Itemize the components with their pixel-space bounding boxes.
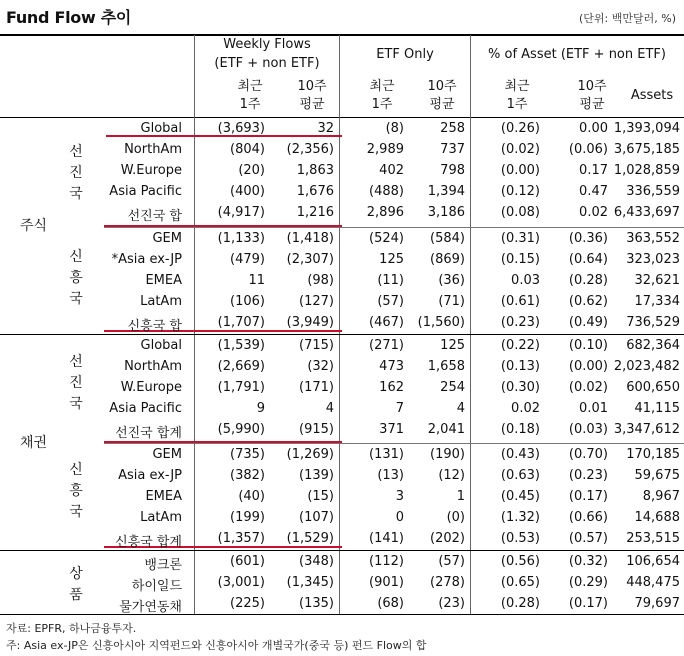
cell-w10: 32 [317, 121, 334, 136]
cell-e10: (190) [430, 447, 465, 462]
cell-p1: (0.63) [500, 468, 540, 483]
accent-dev-bond-total [104, 441, 342, 443]
cell-p1: (0.30) [500, 380, 540, 395]
cell-w10: (1,269) [286, 447, 334, 462]
group-products: 상 품 [69, 566, 83, 603]
row-label: LatAm [140, 510, 182, 525]
cell-assets: 170,185 [626, 447, 680, 462]
cell-e10: (12) [438, 468, 465, 483]
cell-e1: (8) [385, 121, 404, 136]
cell-p10: (0.28) [568, 273, 608, 288]
cell-p1: (0.61) [500, 294, 540, 309]
row-label: W.Europe [120, 163, 182, 178]
cell-w1: (2,669) [217, 359, 265, 374]
row-label: 선진국 합계 [115, 426, 182, 441]
table-row [0, 229, 684, 250]
cell-p10: (0.17) [568, 596, 608, 611]
sub-pct-avg-2: 평균 [579, 97, 605, 112]
cell-e1: (112) [369, 554, 404, 569]
cell-e1: 402 [379, 163, 404, 178]
cell-w1: 9 [256, 401, 265, 416]
cell-w1: (1,539) [217, 338, 265, 353]
cell-e10: 1 [456, 489, 465, 504]
group-developed-equity: 선 진 국 [69, 144, 83, 202]
row-label: NorthAm [124, 359, 182, 374]
cell-e1: (131) [369, 447, 404, 462]
sub-weekly-recent-1: 최근 [237, 79, 263, 94]
cell-p10: 0.00 [579, 121, 608, 136]
cell-e10: (36) [438, 273, 465, 288]
top-rule [0, 34, 684, 36]
table-title: Fund Flow 추이 [6, 8, 132, 27]
cell-p10: (0.00) [568, 359, 608, 374]
cell-assets: 1,028,859 [613, 163, 680, 178]
cell-p10: (0.66) [568, 510, 608, 525]
row-label: GEM [152, 231, 182, 246]
cell-assets: 736,529 [626, 315, 680, 330]
cell-w10: (98) [307, 273, 334, 288]
cell-w1: (199) [230, 510, 265, 525]
asset-class-bond: 채권 [20, 435, 48, 451]
cell-p1: (0.12) [500, 184, 540, 199]
cell-p1: (0.56) [500, 554, 540, 569]
cell-w1: (1,707) [217, 315, 265, 330]
cell-e1: 162 [379, 380, 404, 395]
cell-p10: (0.64) [568, 252, 608, 267]
cell-e10: (71) [438, 294, 465, 309]
header-weekly-line1: Weekly Flows [223, 37, 311, 52]
sub-weekly-avg-2: 평균 [299, 97, 325, 112]
row-label: Asia Pacific [109, 184, 182, 199]
cell-w1: (382) [230, 468, 265, 483]
cell-p10: (0.62) [568, 294, 608, 309]
table-row [0, 445, 684, 466]
cell-e1: 473 [379, 359, 404, 374]
cell-e10: 4 [456, 401, 465, 416]
cell-w1: (40) [238, 489, 265, 504]
cell-w10: (15) [307, 489, 334, 504]
group-emerging-bond: 신 흥 국 [69, 462, 83, 520]
table-row [0, 552, 684, 573]
cell-w10: 1,863 [296, 163, 334, 178]
cell-w10: (139) [299, 468, 334, 483]
cell-e1: (57) [377, 294, 404, 309]
cell-e1: (488) [369, 184, 404, 199]
cell-p1: (0.53) [500, 531, 540, 546]
cell-p10: (0.17) [568, 489, 608, 504]
cell-w10: (2,307) [286, 252, 334, 267]
row-label: GEM [152, 447, 182, 462]
cell-p1: (0.02) [500, 142, 540, 157]
cell-w10: 1,216 [296, 205, 334, 220]
sub-weekly-avg-1: 10주 [297, 79, 327, 94]
cell-w10: 4 [325, 401, 334, 416]
sub-etf-avg-2: 평균 [429, 97, 455, 112]
table-row [0, 292, 684, 313]
row-label: 뱅크론 [144, 558, 182, 573]
table-row [0, 594, 684, 615]
cell-w10: (171) [299, 380, 334, 395]
cell-w10: (1,345) [286, 575, 334, 590]
cell-p10: (0.10) [568, 338, 608, 353]
cell-w10: (32) [307, 359, 334, 374]
cell-e1: 3 [395, 489, 404, 504]
cell-e1: (13) [377, 468, 404, 483]
cell-assets: 336,559 [626, 184, 680, 199]
sep-bond-product [0, 550, 684, 551]
cell-e1: (11) [377, 273, 404, 288]
cell-p1: (0.31) [500, 231, 540, 246]
table-row [0, 573, 684, 594]
cell-e1: (901) [369, 575, 404, 590]
cell-w1: (5,990) [217, 422, 265, 437]
cell-e10: 1,394 [427, 184, 465, 199]
table-row [0, 140, 684, 161]
cell-w1: (4,917) [217, 205, 265, 220]
table-row [0, 420, 684, 441]
cell-p1: (0.26) [500, 121, 540, 136]
table-row [0, 378, 684, 399]
cell-p10: (0.03) [568, 422, 608, 437]
cell-e10: 125 [440, 338, 465, 353]
cell-w10: (127) [299, 294, 334, 309]
cell-w10: (3,949) [286, 315, 334, 330]
cell-p1: (0.00) [500, 163, 540, 178]
row-label: 신흥국 합 [127, 319, 182, 334]
cell-w10: (107) [299, 510, 334, 525]
cell-e1: (271) [369, 338, 404, 353]
cell-assets: 253,515 [626, 531, 680, 546]
table-row [0, 182, 684, 203]
cell-e1: 7 [395, 401, 404, 416]
cell-e1: 2,989 [366, 142, 404, 157]
cell-e1: (141) [369, 531, 404, 546]
row-label: NorthAm [124, 142, 182, 157]
table-row [0, 203, 684, 224]
cell-w10: (135) [299, 596, 334, 611]
sub-etf-recent-1: 최근 [369, 79, 395, 94]
cell-p1: (0.23) [500, 315, 540, 330]
cell-e10: (0) [446, 510, 465, 525]
cell-assets: 8,967 [642, 489, 680, 504]
cell-e1: (68) [377, 596, 404, 611]
cell-assets: 17,334 [634, 294, 680, 309]
row-label: Global [140, 121, 182, 136]
cell-e10: (23) [438, 596, 465, 611]
cell-e10: 798 [440, 163, 465, 178]
cell-w1: (3,001) [217, 575, 265, 590]
table-row [0, 487, 684, 508]
cell-p10: (0.02) [568, 380, 608, 395]
cell-p10: (0.49) [568, 315, 608, 330]
cell-p10: (0.32) [568, 554, 608, 569]
cell-p1: (0.18) [500, 422, 540, 437]
header-etf: ETF Only [376, 47, 434, 62]
cell-e1: (467) [369, 315, 404, 330]
footnote-source: 자료: EPFR, 하나금융투자. [6, 622, 137, 635]
cell-p10: (0.70) [568, 447, 608, 462]
cell-p10: 0.01 [579, 401, 608, 416]
cell-e1: 2,896 [366, 205, 404, 220]
row-label: 물가연동채 [119, 600, 182, 615]
cell-e10: (584) [430, 231, 465, 246]
cell-p10: (0.06) [568, 142, 608, 157]
table-row [0, 399, 684, 420]
cell-w1: (479) [230, 252, 265, 267]
cell-assets: 3,347,612 [613, 422, 680, 437]
row-label: EMEA [145, 489, 182, 504]
cell-p10: 0.47 [579, 184, 608, 199]
asset-class-equity: 주식 [20, 218, 48, 234]
sub-pct-recent-2: 1주 [506, 97, 528, 112]
cell-e10: (869) [430, 252, 465, 267]
cell-assets: 41,115 [634, 401, 680, 416]
cell-assets: 106,654 [626, 554, 680, 569]
header-weekly-line2: (ETF + non ETF) [214, 56, 320, 71]
table-row [0, 336, 684, 357]
sub-pct-recent-1: 최근 [504, 79, 530, 94]
row-label: EMEA [145, 273, 182, 288]
row-label: 신흥국 합계 [115, 535, 182, 550]
cell-p1: (0.15) [500, 252, 540, 267]
cell-e10: 737 [440, 142, 465, 157]
cell-assets: 363,552 [626, 231, 680, 246]
table-row [0, 271, 684, 292]
cell-p10: 0.02 [579, 205, 608, 220]
group-developed-bond: 선 진 국 [69, 354, 83, 412]
sep-equity-bond [0, 334, 684, 335]
cell-w1: (1,791) [217, 380, 265, 395]
cell-e10: 1,658 [427, 359, 465, 374]
cell-assets: 323,023 [626, 252, 680, 267]
cell-w10: (715) [299, 338, 334, 353]
table-row [0, 250, 684, 271]
cell-assets: 448,475 [626, 575, 680, 590]
table-row [0, 529, 684, 550]
group-emerging-equity: 신 흥 국 [69, 249, 83, 307]
cell-e1: 0 [395, 510, 404, 525]
accent-dev-equity-total [104, 225, 342, 227]
row-label: LatAm [140, 294, 182, 309]
table-row [0, 466, 684, 487]
cell-e10: 2,041 [427, 422, 465, 437]
cell-w10: (1,418) [286, 231, 334, 246]
cell-assets: 14,688 [634, 510, 680, 525]
sep-bond-em [104, 443, 684, 444]
row-label: 하이일드 [131, 579, 182, 594]
row-label: Asia Pacific [109, 401, 182, 416]
cell-p1: (0.28) [500, 596, 540, 611]
cell-w10: (915) [299, 422, 334, 437]
table-row [0, 508, 684, 529]
cell-w10: (1,529) [286, 531, 334, 546]
cell-w10: (2,356) [286, 142, 334, 157]
sub-weekly-recent-2: 1주 [239, 97, 261, 112]
table-row [0, 119, 684, 140]
row-label: Global [140, 338, 182, 353]
cell-assets: 1,393,094 [613, 121, 680, 136]
unit-note: (단위: 백만달러, %) [579, 12, 676, 25]
cell-w10: (348) [299, 554, 334, 569]
cell-assets: 2,023,482 [613, 359, 680, 374]
cell-w10: 1,676 [296, 184, 334, 199]
sub-etf-avg-1: 10주 [427, 79, 457, 94]
sub-assets: Assets [630, 88, 674, 103]
cell-assets: 79,697 [634, 596, 680, 611]
cell-assets: 59,675 [634, 468, 680, 483]
cell-e10: 254 [440, 380, 465, 395]
cell-e1: 371 [379, 422, 404, 437]
table-row [0, 161, 684, 182]
row-label: *Asia ex-JP [111, 252, 182, 267]
cell-p1: (0.22) [500, 338, 540, 353]
cell-p10: (0.29) [568, 575, 608, 590]
cell-p1: (1.32) [500, 510, 540, 525]
cell-p1: (0.65) [500, 575, 540, 590]
footnote-note: 주: Asia ex-JP은 신흥아시아 지역펀드와 신흥아시아 개별국가(중국 등) 펀드 Flow의 합 [6, 639, 427, 652]
cell-assets: 3,675,185 [613, 142, 680, 157]
header-rule [0, 117, 684, 118]
cell-w1: (20) [238, 163, 265, 178]
cell-p1: (0.08) [500, 205, 540, 220]
row-label: 선진국 합 [127, 209, 182, 224]
cell-p10: (0.57) [568, 531, 608, 546]
sep-equity-em [104, 227, 684, 228]
cell-w1: (735) [230, 447, 265, 462]
cell-e10: (202) [430, 531, 465, 546]
cell-e10: (1,560) [417, 315, 465, 330]
sub-pct-avg-1: 10주 [577, 79, 607, 94]
cell-w1: (601) [230, 554, 265, 569]
table-row [0, 313, 684, 334]
cell-p1: (0.13) [500, 359, 540, 374]
header-pct: % of Asset (ETF + non ETF) [488, 47, 666, 62]
cell-e10: 258 [440, 121, 465, 136]
cell-e10: (57) [438, 554, 465, 569]
cell-assets: 6,433,697 [613, 205, 680, 220]
cell-p1: 0.02 [511, 401, 540, 416]
row-label: W.Europe [120, 380, 182, 395]
cell-e10: 3,186 [427, 205, 465, 220]
cell-assets: 600,650 [626, 380, 680, 395]
sub-etf-recent-2: 1주 [371, 97, 393, 112]
cell-e1: (524) [369, 231, 404, 246]
cell-p1: (0.45) [500, 489, 540, 504]
cell-w1: (225) [230, 596, 265, 611]
cell-p1: (0.43) [500, 447, 540, 462]
cell-w1: (1,357) [217, 531, 265, 546]
table-row [0, 357, 684, 378]
cell-w1: (3,693) [217, 121, 265, 136]
cell-assets: 682,364 [626, 338, 680, 353]
cell-assets: 32,621 [634, 273, 680, 288]
cell-p1: 0.03 [511, 273, 540, 288]
cell-p10: (0.23) [568, 468, 608, 483]
cell-w1: (106) [230, 294, 265, 309]
cell-w1: 11 [248, 273, 265, 288]
row-label: Asia ex-JP [118, 468, 182, 483]
cell-e1: 125 [379, 252, 404, 267]
cell-w1: (400) [230, 184, 265, 199]
cell-w1: (804) [230, 142, 265, 157]
cell-p10: 0.17 [579, 163, 608, 178]
cell-w1: (1,133) [217, 231, 265, 246]
cell-p10: (0.36) [568, 231, 608, 246]
cell-e10: (278) [430, 575, 465, 590]
